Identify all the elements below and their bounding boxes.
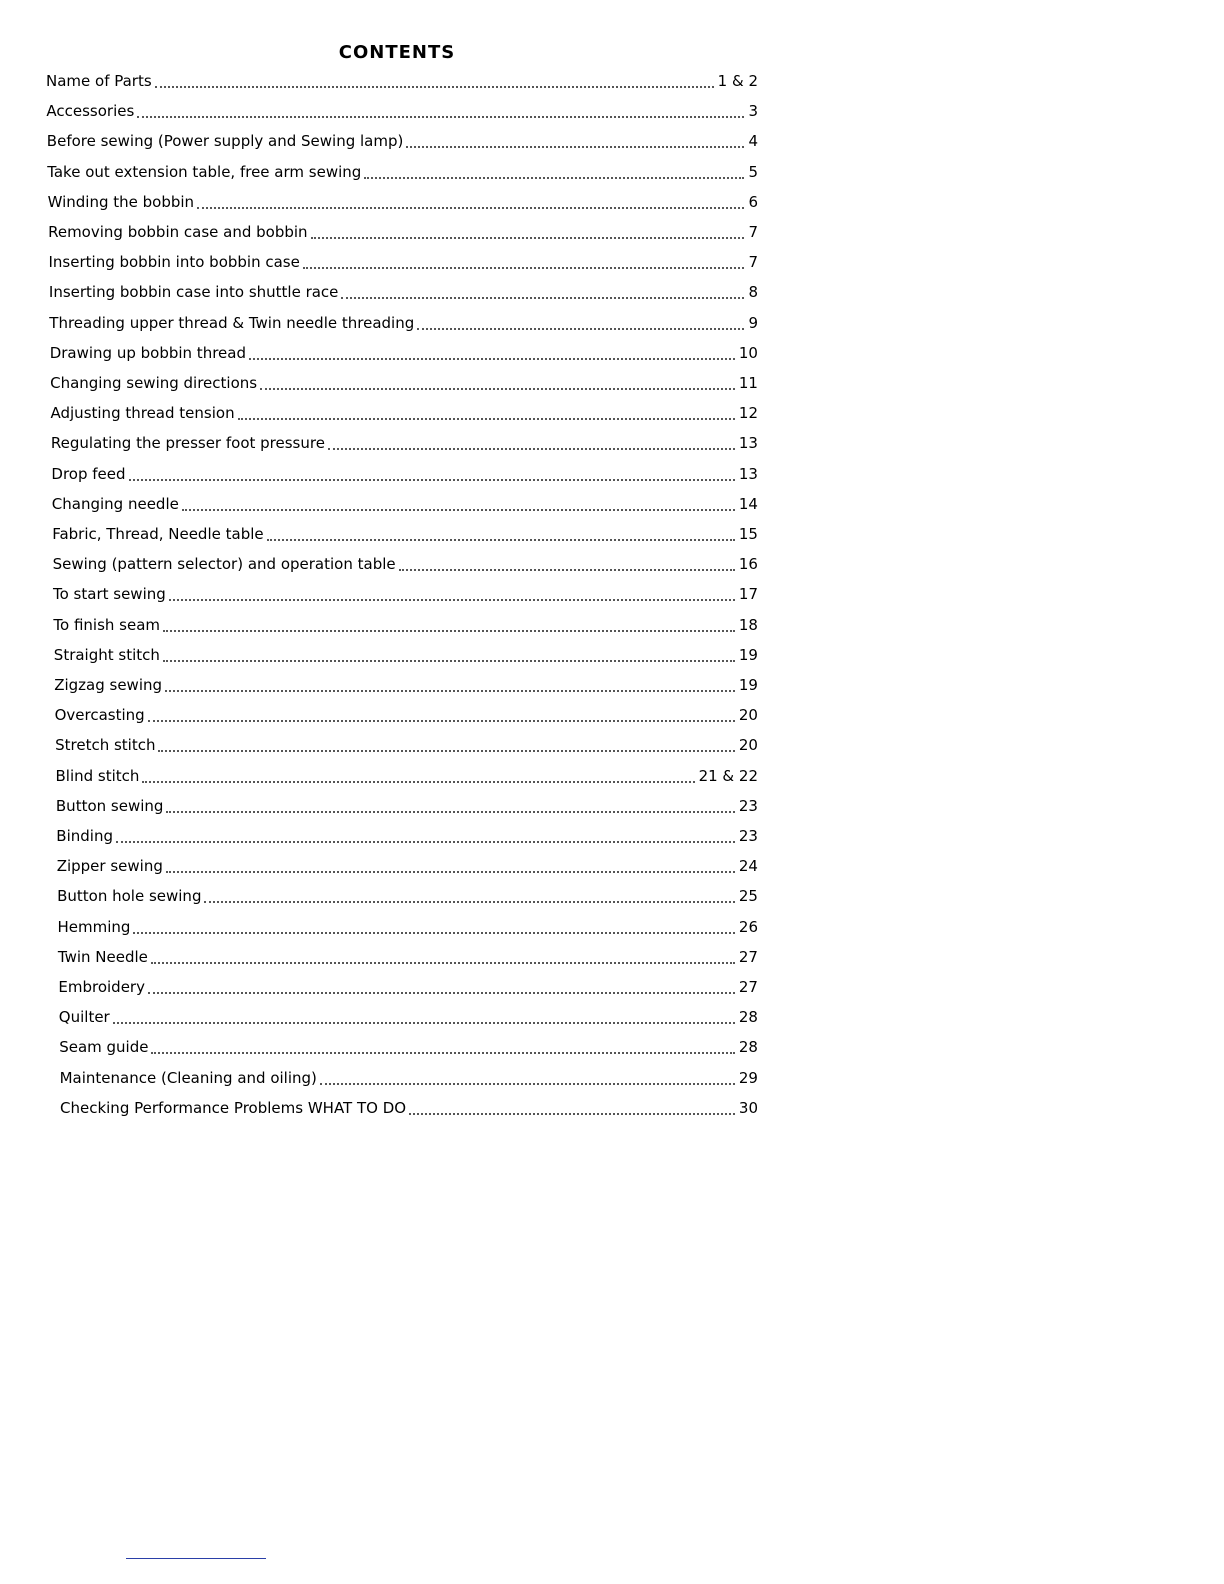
toc-entry-page: 11 (738, 374, 758, 392)
dot-leader (399, 565, 735, 571)
dot-leader (148, 988, 735, 994)
dot-leader (148, 716, 735, 722)
dot-leader (142, 777, 694, 783)
toc-entry (54, 644, 758, 666)
toc-entry-page: 1 & 2 (717, 72, 758, 90)
toc-entry-page: 9 (748, 313, 758, 332)
toc-entry-label: Regulating the presser foot pressure (50, 434, 325, 453)
toc-entry-page: 21 & 22 (698, 766, 758, 785)
toc-entry (51, 432, 758, 454)
toc-entry-label: Straight stitch (53, 645, 160, 664)
toc-entry (55, 734, 758, 756)
toc-entry (52, 493, 758, 515)
toc-entry (48, 191, 758, 213)
toc-entry-page: 19 (738, 645, 758, 664)
toc-entry (51, 402, 759, 424)
dot-leader (417, 324, 744, 330)
toc-entry (48, 221, 758, 243)
dot-leader (163, 656, 735, 662)
toc-entry (55, 704, 758, 726)
dot-leader (328, 444, 735, 450)
toc-entry-label: Twin Needle (57, 947, 148, 966)
toc-entry-page: 29 (738, 1068, 758, 1087)
dot-leader (129, 475, 735, 481)
toc-entry-page: 25 (738, 887, 758, 906)
dot-leader (166, 807, 734, 813)
toc-entry-label: Button hole sewing (57, 887, 202, 906)
dot-leader (116, 837, 735, 843)
toc-entry-page: 18 (738, 615, 758, 634)
toc-entry (58, 976, 758, 998)
toc-entry (51, 463, 758, 485)
toc-entry (54, 674, 758, 696)
toc-entry (58, 946, 758, 968)
toc-entry (46, 70, 758, 92)
page-title: CONTENTS (338, 42, 456, 63)
toc-entry-label: Zipper sewing (56, 857, 163, 876)
dot-leader (311, 233, 745, 239)
toc-entry-label: Button sewing (55, 796, 164, 815)
toc-entry (47, 161, 758, 183)
toc-entry (58, 916, 759, 938)
toc-entry-label: Removing bobbin case and bobbin (48, 223, 308, 241)
toc-entry-page: 26 (738, 917, 758, 936)
toc-entry (56, 765, 759, 787)
toc-entry (46, 100, 758, 122)
dot-leader (133, 928, 734, 934)
dot-leader (238, 414, 735, 420)
toc-entry-label: Drop feed (51, 464, 126, 483)
toc-entry-page: 5 (748, 162, 758, 181)
toc-entry-page: 23 (738, 796, 758, 815)
toc-entry-page: 4 (748, 132, 758, 151)
toc-entry (57, 855, 758, 877)
toc-entry-page: 20 (738, 736, 758, 755)
toc-entry-page: 27 (738, 947, 758, 966)
dot-leader (163, 626, 735, 632)
toc-entry-label: Overcasting (54, 706, 145, 725)
dot-leader (303, 263, 745, 269)
toc-entry-label: Embroidery (58, 978, 145, 996)
toc-entry-label: Name of Parts (46, 72, 152, 90)
toc-entry-page: 28 (738, 1038, 758, 1057)
toc-entry-label: Adjusting thread tension (50, 404, 235, 423)
toc-entry (49, 251, 759, 273)
toc-entry-label: Seam guide (59, 1038, 149, 1057)
toc-entry-label: Fabric, Thread, Needle table (52, 525, 264, 543)
toc-entry-page: 7 (748, 223, 758, 241)
toc-entry (49, 281, 758, 303)
toc-entry (53, 553, 758, 575)
dot-leader (409, 1109, 735, 1115)
dot-leader (204, 897, 734, 903)
toc-entry (56, 825, 758, 847)
toc-entry-label: Inserting bobbin case into shuttle race (48, 283, 339, 302)
toc-entry-label: To finish seam (53, 615, 161, 634)
dot-leader (137, 112, 744, 118)
dot-leader (169, 595, 735, 601)
toc-entry-page: 19 (738, 676, 758, 694)
dot-leader (151, 958, 735, 964)
dot-leader (165, 686, 735, 692)
dot-leader (151, 1048, 734, 1054)
toc-entry-label: Before sewing (Power supply and Sewing lamp) (46, 132, 404, 151)
dot-leader (166, 867, 735, 873)
toc-entry-label: Hemming (57, 917, 131, 936)
dot-leader (113, 1018, 735, 1024)
toc-entry-page: 24 (738, 857, 758, 876)
toc-entry (47, 130, 758, 152)
dot-leader (155, 82, 714, 88)
toc-entry (50, 372, 758, 394)
toc-entry-label: Take out extension table, free arm sewing (47, 162, 362, 181)
toc-entry-page: 23 (738, 827, 758, 845)
toc-entry-page: 16 (738, 555, 758, 574)
dot-leader (260, 384, 735, 390)
toc-entry-label: Binding (56, 827, 113, 845)
toc-entry-page: 12 (738, 404, 758, 423)
toc-entry-page: 7 (748, 253, 758, 272)
toc-entry-page: 8 (748, 283, 758, 302)
toc-entry-label: Inserting bobbin into bobbin case (48, 253, 300, 272)
toc-entry (59, 1006, 758, 1028)
dot-leader (341, 293, 744, 299)
toc-entry-page: 30 (738, 1098, 758, 1117)
toc-entry-page: 28 (738, 1008, 758, 1027)
toc-entry (57, 885, 758, 907)
toc-entry-label: Blind stitch (55, 766, 140, 785)
toc-entry (50, 342, 758, 364)
dot-leader (158, 746, 734, 752)
toc-entry-label: Threading upper thread & Twin needle threading (49, 313, 415, 332)
toc-entry-label: Changing needle (51, 494, 179, 513)
toc-entry-label: Changing sewing directions (50, 374, 258, 392)
toc-entry (60, 1067, 758, 1089)
toc-entry-label: Quilter (58, 1008, 110, 1027)
toc-entry (53, 614, 758, 636)
toc-entry (52, 523, 758, 545)
dot-leader (182, 505, 735, 511)
toc-entry-page: 15 (738, 525, 758, 543)
toc-entry-page: 10 (738, 343, 758, 362)
toc-entry-label: To start sewing (53, 585, 166, 604)
toc-entry (53, 583, 758, 605)
toc-entry-label: Accessories (46, 102, 135, 121)
dot-leader (267, 535, 735, 541)
dot-leader (406, 142, 744, 148)
dot-leader (364, 173, 744, 179)
toc-entry-label: Maintenance (Cleaning and oiling) (59, 1068, 317, 1087)
toc-entry-label: Drawing up bobbin thread (49, 343, 246, 362)
footer-rule (126, 1558, 266, 1559)
toc-entry-label: Stretch stitch (55, 736, 156, 755)
toc-entry-page: 6 (748, 192, 758, 211)
toc-entry-label: Checking Performance Problems WHAT TO DO (60, 1098, 407, 1117)
toc-entry-label: Zigzag sewing (54, 676, 163, 694)
dot-leader (249, 354, 735, 360)
toc-entry (59, 1036, 758, 1058)
toc-entry-page: 27 (738, 978, 758, 996)
toc-entry-page: 3 (748, 102, 758, 121)
toc-entry (56, 795, 758, 817)
toc-entry-page: 13 (738, 464, 758, 483)
toc-entry (49, 312, 758, 334)
toc-entry-page: 13 (738, 434, 758, 453)
toc-entry-label: Winding the bobbin (47, 192, 195, 211)
toc-entry-page: 14 (738, 494, 758, 513)
dot-leader (197, 203, 744, 209)
toc-entry-label: Sewing (pattern selector) and operation table (52, 555, 396, 574)
toc-entry-page: 20 (738, 706, 758, 725)
toc-entry-page: 17 (738, 585, 758, 604)
toc-entry (60, 1097, 758, 1119)
dot-leader (320, 1079, 735, 1085)
